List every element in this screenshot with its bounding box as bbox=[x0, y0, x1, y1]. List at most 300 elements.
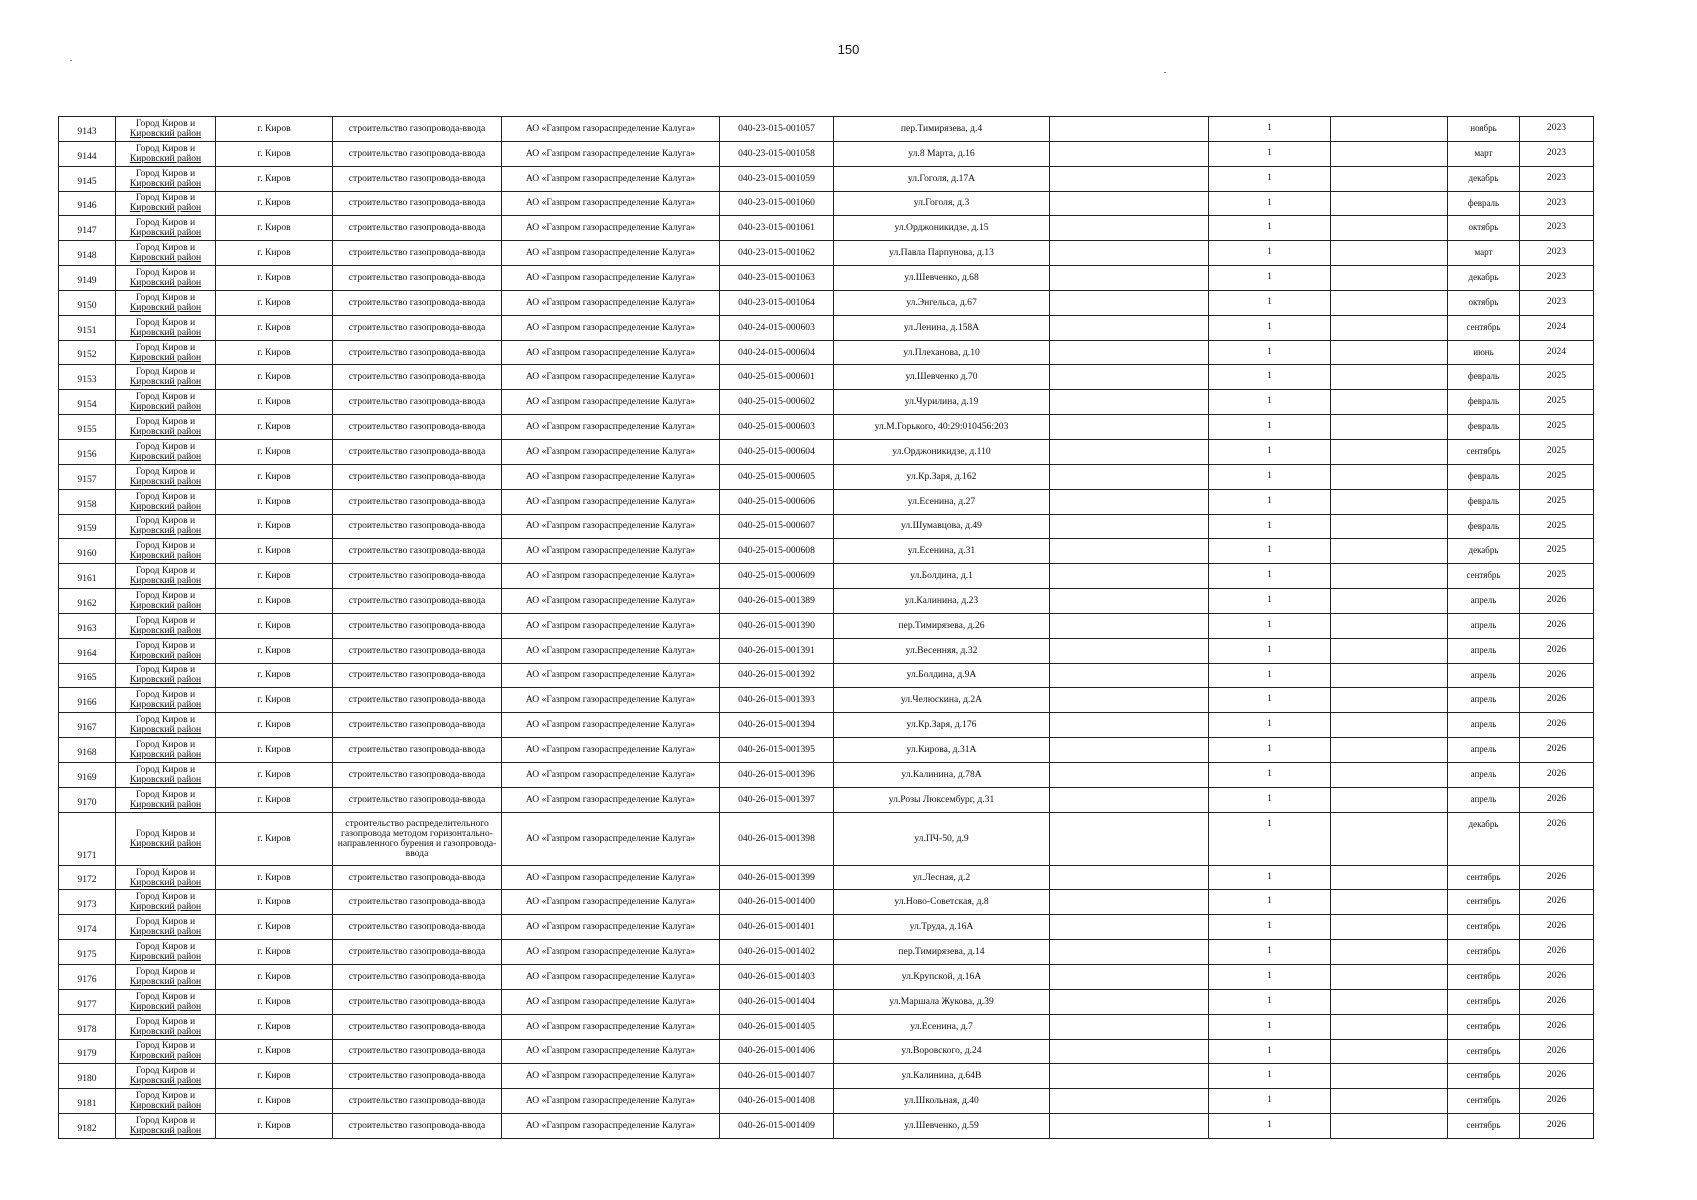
row-number-cell: 9163 bbox=[59, 613, 116, 638]
object-code-cell: 040-26-015-001390 bbox=[720, 613, 834, 638]
work-type-cell: строительство газопровода-ввода bbox=[333, 1014, 502, 1039]
row-number-cell: 9151 bbox=[59, 315, 116, 340]
empty-cell bbox=[1050, 340, 1209, 365]
settlement-cell: г. Киров bbox=[216, 1064, 333, 1089]
object-code-cell: 040-23-015-001060 bbox=[720, 191, 834, 216]
row-number-cell: 9158 bbox=[59, 489, 116, 514]
object-code-cell: 040-26-015-001404 bbox=[720, 989, 834, 1014]
municipality-line: Город Киров и bbox=[135, 167, 196, 179]
municipality-line: Город Киров и bbox=[135, 117, 196, 129]
municipality-line: Кировский район bbox=[129, 1075, 202, 1087]
quantity-cell: 1 bbox=[1209, 539, 1331, 564]
municipality-line: Кировский район bbox=[129, 674, 202, 686]
quantity-cell: 1 bbox=[1209, 787, 1331, 812]
row-number-cell: 9150 bbox=[59, 290, 116, 315]
municipality-line: Кировский район bbox=[129, 951, 202, 963]
settlement-cell: г. Киров bbox=[216, 539, 333, 564]
municipality-cell bbox=[116, 1039, 216, 1064]
row-number-cell: 9161 bbox=[59, 564, 116, 589]
object-code-cell: 040-23-015-001062 bbox=[720, 241, 834, 266]
organization-cell: АО «Газпром газораспределение Калуга» bbox=[502, 340, 720, 365]
address-cell: ул.Калинина, д.64В bbox=[834, 1064, 1050, 1089]
empty-cell bbox=[1331, 117, 1448, 142]
municipality-cell bbox=[116, 514, 216, 539]
year-cell: 2025 bbox=[1520, 415, 1594, 440]
row-number-cell: 9178 bbox=[59, 1014, 116, 1039]
empty-cell bbox=[1050, 365, 1209, 390]
object-code-cell: 040-25-015-000609 bbox=[720, 564, 834, 589]
quantity-cell: 1 bbox=[1209, 865, 1331, 890]
work-type-cell: строительство газопровода-ввода bbox=[333, 1064, 502, 1089]
empty-cell bbox=[1050, 915, 1209, 940]
empty-cell bbox=[1050, 812, 1209, 865]
empty-cell bbox=[1050, 613, 1209, 638]
municipality-line: Кировский район bbox=[129, 276, 202, 288]
municipality-line: Город Киров и bbox=[135, 142, 196, 154]
row-number-cell: 9154 bbox=[59, 390, 116, 415]
month-cell: сентябрь bbox=[1448, 1039, 1520, 1064]
work-type-cell: строительство газопровода-ввода bbox=[333, 539, 502, 564]
work-type-cell: строительство газопровода-ввода bbox=[333, 117, 502, 142]
organization-cell: АО «Газпром газораспределение Калуга» bbox=[502, 965, 720, 990]
quantity-cell: 1 bbox=[1209, 241, 1331, 266]
settlement-cell: г. Киров bbox=[216, 141, 333, 166]
empty-cell bbox=[1331, 1089, 1448, 1114]
object-code-cell: 040-26-015-001396 bbox=[720, 762, 834, 787]
work-type-cell: строительство газопровода-ввода bbox=[333, 514, 502, 539]
empty-cell bbox=[1050, 638, 1209, 663]
organization-cell: АО «Газпром газораспределение Калуга» bbox=[502, 564, 720, 589]
organization-cell: АО «Газпром газораспределение Калуга» bbox=[502, 638, 720, 663]
municipality-line: Город Киров и bbox=[135, 714, 196, 726]
municipality-line: Кировский район bbox=[129, 876, 202, 888]
year-cell: 2026 bbox=[1520, 663, 1594, 688]
organization-cell: АО «Газпром газораспределение Калуга» bbox=[502, 738, 720, 763]
row-number-cell: 9167 bbox=[59, 713, 116, 738]
empty-cell bbox=[1331, 989, 1448, 1014]
address-cell: ул.Ново-Советская, д.8 bbox=[834, 890, 1050, 915]
empty-cell bbox=[1050, 415, 1209, 440]
organization-cell: АО «Газпром газораспределение Калуга» bbox=[502, 762, 720, 787]
quantity-cell: 1 bbox=[1209, 439, 1331, 464]
month-cell: сентябрь bbox=[1448, 965, 1520, 990]
empty-cell bbox=[1050, 965, 1209, 990]
municipality-line: Кировский район bbox=[129, 301, 202, 313]
settlement-cell: г. Киров bbox=[216, 390, 333, 415]
empty-cell bbox=[1331, 940, 1448, 965]
quantity-cell: 1 bbox=[1209, 1014, 1331, 1039]
address-cell: ул.Кирова, д.31А bbox=[834, 738, 1050, 763]
empty-cell bbox=[1331, 915, 1448, 940]
municipality-line: Кировский район bbox=[129, 575, 202, 587]
quantity-cell: 1 bbox=[1209, 1039, 1331, 1064]
municipality-line: Кировский район bbox=[129, 252, 202, 264]
municipality-cell bbox=[116, 539, 216, 564]
municipality-cell bbox=[116, 1064, 216, 1089]
table-row bbox=[59, 191, 1639, 216]
municipality-line: Кировский район bbox=[129, 127, 202, 139]
organization-cell: АО «Газпром газораспределение Калуга» bbox=[502, 940, 720, 965]
quantity-cell: 1 bbox=[1209, 940, 1331, 965]
settlement-cell: г. Киров bbox=[216, 613, 333, 638]
address-cell: ул.Калинина, д.23 bbox=[834, 589, 1050, 614]
object-code-cell: 040-25-015-000604 bbox=[720, 439, 834, 464]
month-cell: сентябрь bbox=[1448, 315, 1520, 340]
row-number-cell: 9153 bbox=[59, 365, 116, 390]
municipality-line: Кировский район bbox=[129, 351, 202, 363]
work-type-cell: строительство газопровода-ввода bbox=[333, 787, 502, 812]
organization-cell: АО «Газпром газораспределение Калуга» bbox=[502, 514, 720, 539]
municipality-line: Город Киров и bbox=[135, 291, 196, 303]
row-number-cell: 9155 bbox=[59, 415, 116, 440]
address-cell: ул.Гоголя, д.17А bbox=[834, 166, 1050, 191]
municipality-cell bbox=[116, 290, 216, 315]
settlement-cell: г. Киров bbox=[216, 191, 333, 216]
municipality-line: Кировский район bbox=[129, 1100, 202, 1112]
work-type-cell: строительство газопровода-ввода bbox=[333, 589, 502, 614]
table-row bbox=[59, 290, 1639, 315]
month-cell: апрель bbox=[1448, 638, 1520, 663]
empty-cell bbox=[1050, 589, 1209, 614]
municipality-cell bbox=[116, 688, 216, 713]
address-cell: ул.Чурилина, д.19 bbox=[834, 390, 1050, 415]
quantity-cell: 1 bbox=[1209, 713, 1331, 738]
municipality-line: Город Киров и bbox=[135, 565, 196, 577]
organization-cell: АО «Газпром газораспределение Калуга» bbox=[502, 390, 720, 415]
settlement-cell: г. Киров bbox=[216, 638, 333, 663]
work-type-cell: строительство газопровода-ввода bbox=[333, 564, 502, 589]
month-cell: апрель bbox=[1448, 688, 1520, 713]
municipality-line: Кировский район bbox=[129, 1025, 202, 1037]
object-code-cell: 040-24-015-000603 bbox=[720, 315, 834, 340]
address-cell: ул.Крупской, д.16А bbox=[834, 965, 1050, 990]
row-number-cell: 9165 bbox=[59, 663, 116, 688]
table-row bbox=[59, 762, 1639, 787]
municipality-line: Город Киров и bbox=[135, 941, 196, 953]
quantity-cell: 1 bbox=[1209, 415, 1331, 440]
address-cell: ул.Маршала Жукова, д.39 bbox=[834, 989, 1050, 1014]
object-code-cell: 040-23-015-001063 bbox=[720, 266, 834, 291]
municipality-cell bbox=[116, 241, 216, 266]
organization-cell: АО «Газпром газораспределение Калуга» bbox=[502, 266, 720, 291]
month-cell: апрель bbox=[1448, 663, 1520, 688]
municipality-line: Кировский район bbox=[129, 550, 202, 562]
empty-cell bbox=[1331, 191, 1448, 216]
municipality-line: Кировский район bbox=[129, 525, 202, 537]
work-type-cell: строительство газопровода-ввода bbox=[333, 1114, 502, 1139]
object-code-cell: 040-26-015-001392 bbox=[720, 663, 834, 688]
municipality-line: Город Киров и bbox=[135, 242, 196, 254]
object-code-cell: 040-25-015-000603 bbox=[720, 415, 834, 440]
municipality-line: Город Киров и bbox=[135, 192, 196, 204]
municipality-cell bbox=[116, 1114, 216, 1139]
year-cell: 2025 bbox=[1520, 564, 1594, 589]
empty-cell bbox=[1331, 865, 1448, 890]
row-number-cell: 9172 bbox=[59, 865, 116, 890]
quantity-cell: 1 bbox=[1209, 365, 1331, 390]
municipality-cell bbox=[116, 787, 216, 812]
registry-table bbox=[58, 116, 1639, 1139]
object-code-cell: 040-23-015-001064 bbox=[720, 290, 834, 315]
quantity-cell: 1 bbox=[1209, 638, 1331, 663]
work-type-cell: строительство газопровода-ввода bbox=[333, 290, 502, 315]
object-code-cell: 040-26-015-001403 bbox=[720, 965, 834, 990]
settlement-cell: г. Киров bbox=[216, 865, 333, 890]
municipality-line: Город Киров и bbox=[135, 866, 196, 878]
settlement-cell: г. Киров bbox=[216, 564, 333, 589]
settlement-cell: г. Киров bbox=[216, 514, 333, 539]
municipality-line: Кировский район bbox=[129, 1124, 202, 1136]
municipality-cell bbox=[116, 865, 216, 890]
row-number-cell: 9182 bbox=[59, 1114, 116, 1139]
year-cell: 2026 bbox=[1520, 638, 1594, 663]
empty-cell bbox=[1050, 216, 1209, 241]
year-cell: 2023 bbox=[1520, 166, 1594, 191]
municipality-line: Город Киров и bbox=[135, 664, 196, 676]
work-type-cell: строительство газопровода-ввода bbox=[333, 638, 502, 663]
object-code-cell: 040-26-015-001401 bbox=[720, 915, 834, 940]
empty-cell bbox=[1050, 564, 1209, 589]
work-type-cell: строительство газопровода-ввода bbox=[333, 340, 502, 365]
work-type-cell: строительство газопровода-ввода bbox=[333, 1089, 502, 1114]
empty-cell bbox=[1050, 1114, 1209, 1139]
month-cell: октябрь bbox=[1448, 216, 1520, 241]
table-row bbox=[59, 439, 1639, 464]
municipality-cell bbox=[116, 166, 216, 191]
month-cell: апрель bbox=[1448, 589, 1520, 614]
quantity-cell: 1 bbox=[1209, 266, 1331, 291]
month-cell: февраль bbox=[1448, 489, 1520, 514]
year-cell: 2026 bbox=[1520, 613, 1594, 638]
month-cell: март bbox=[1448, 141, 1520, 166]
empty-cell bbox=[1331, 415, 1448, 440]
year-cell: 2023 bbox=[1520, 216, 1594, 241]
row-number-cell: 9160 bbox=[59, 539, 116, 564]
empty-cell bbox=[1050, 713, 1209, 738]
work-type-cell: строительство газопровода-ввода bbox=[333, 713, 502, 738]
row-number-cell: 9174 bbox=[59, 915, 116, 940]
page-number: 150 bbox=[837, 42, 860, 57]
municipality-cell bbox=[116, 613, 216, 638]
work-type-cell: строительство газопровода-ввода bbox=[333, 141, 502, 166]
municipality-line: Кировский район bbox=[129, 426, 202, 438]
quantity-cell: 1 bbox=[1209, 390, 1331, 415]
empty-cell bbox=[1331, 965, 1448, 990]
month-cell: декабрь bbox=[1448, 812, 1520, 865]
year-cell: 2026 bbox=[1520, 812, 1594, 865]
municipality-line: Кировский район bbox=[129, 376, 202, 388]
address-cell: ул.Гоголя, д.3 bbox=[834, 191, 1050, 216]
municipality-line: Город Киров и bbox=[135, 416, 196, 428]
empty-cell bbox=[1331, 315, 1448, 340]
year-cell: 2026 bbox=[1520, 989, 1594, 1014]
work-type-cell: строительство газопровода-ввода bbox=[333, 315, 502, 340]
municipality-cell bbox=[116, 365, 216, 390]
quantity-cell: 1 bbox=[1209, 762, 1331, 787]
municipality-line: Город Киров и bbox=[135, 440, 196, 452]
settlement-cell: г. Киров bbox=[216, 117, 333, 142]
address-cell: ул.Шевченко, д.59 bbox=[834, 1114, 1050, 1139]
year-cell: 2025 bbox=[1520, 464, 1594, 489]
empty-cell bbox=[1331, 762, 1448, 787]
row-number-cell: 9145 bbox=[59, 166, 116, 191]
quantity-cell: 1 bbox=[1209, 890, 1331, 915]
address-cell: ул.Шевченко д.70 bbox=[834, 365, 1050, 390]
empty-cell bbox=[1331, 589, 1448, 614]
empty-cell bbox=[1050, 1089, 1209, 1114]
month-cell: ноябрь bbox=[1448, 117, 1520, 142]
year-cell: 2026 bbox=[1520, 762, 1594, 787]
address-cell: ул.Павла Парпунова, д.13 bbox=[834, 241, 1050, 266]
object-code-cell: 040-25-015-000607 bbox=[720, 514, 834, 539]
empty-cell bbox=[1050, 241, 1209, 266]
address-cell: ул.Весенняя, д.32 bbox=[834, 638, 1050, 663]
quantity-cell: 1 bbox=[1209, 688, 1331, 713]
year-cell: 2026 bbox=[1520, 589, 1594, 614]
month-cell: февраль bbox=[1448, 191, 1520, 216]
municipality-line: Кировский район bbox=[129, 450, 202, 462]
address-cell: ул.Энгельса, д.67 bbox=[834, 290, 1050, 315]
row-number-cell: 9147 bbox=[59, 216, 116, 241]
organization-cell: АО «Газпром газораспределение Калуга» bbox=[502, 663, 720, 688]
object-code-cell: 040-26-015-001408 bbox=[720, 1089, 834, 1114]
empty-cell bbox=[1331, 241, 1448, 266]
address-cell: ул.ПЧ-50, д.9 bbox=[834, 812, 1050, 865]
month-cell: декабрь bbox=[1448, 166, 1520, 191]
year-cell: 2023 bbox=[1520, 117, 1594, 142]
settlement-cell: г. Киров bbox=[216, 589, 333, 614]
year-cell: 2026 bbox=[1520, 1114, 1594, 1139]
object-code-cell: 040-25-015-000605 bbox=[720, 464, 834, 489]
organization-cell: АО «Газпром газораспределение Калуга» bbox=[502, 489, 720, 514]
municipality-line: Город Киров и bbox=[135, 965, 196, 977]
municipality-line: Кировский район bbox=[129, 202, 202, 214]
empty-cell bbox=[1331, 663, 1448, 688]
municipality-cell bbox=[116, 940, 216, 965]
municipality-line: Город Киров и bbox=[135, 1040, 196, 1052]
settlement-cell: г. Киров bbox=[216, 787, 333, 812]
address-cell: ул.Кр.Заря, д.176 bbox=[834, 713, 1050, 738]
year-cell: 2026 bbox=[1520, 1014, 1594, 1039]
municipality-line: Кировский район bbox=[129, 926, 202, 938]
municipality-cell bbox=[116, 390, 216, 415]
work-type-cell: строительство газопровода-ввода bbox=[333, 915, 502, 940]
empty-cell bbox=[1050, 1064, 1209, 1089]
table-row bbox=[59, 940, 1639, 965]
month-cell: сентябрь bbox=[1448, 564, 1520, 589]
organization-cell: АО «Газпром газораспределение Калуга» bbox=[502, 141, 720, 166]
empty-cell bbox=[1050, 738, 1209, 763]
organization-cell: АО «Газпром газораспределение Калуга» bbox=[502, 464, 720, 489]
row-number-cell: 9180 bbox=[59, 1064, 116, 1089]
quantity-cell: 1 bbox=[1209, 1114, 1331, 1139]
work-type-cell: строительство газопровода-ввода bbox=[333, 965, 502, 990]
row-number-cell: 9157 bbox=[59, 464, 116, 489]
month-cell: сентябрь bbox=[1448, 915, 1520, 940]
municipality-line: Город Киров и bbox=[135, 1015, 196, 1027]
municipality-line: Город Киров и bbox=[135, 540, 196, 552]
object-code-cell: 040-24-015-000604 bbox=[720, 340, 834, 365]
address-cell: ул.Лесная, д.2 bbox=[834, 865, 1050, 890]
municipality-line: Кировский район bbox=[129, 177, 202, 189]
work-type-cell: строительство газопровода-ввода bbox=[333, 663, 502, 688]
municipality-line: Город Киров и bbox=[135, 689, 196, 701]
empty-cell bbox=[1050, 315, 1209, 340]
month-cell: декабрь bbox=[1448, 266, 1520, 291]
object-code-cell: 040-26-015-001406 bbox=[720, 1039, 834, 1064]
row-number-cell: 9176 bbox=[59, 965, 116, 990]
object-code-cell: 040-25-015-000602 bbox=[720, 390, 834, 415]
object-code-cell: 040-26-015-001394 bbox=[720, 713, 834, 738]
month-cell: февраль bbox=[1448, 365, 1520, 390]
empty-cell bbox=[1331, 365, 1448, 390]
empty-cell bbox=[1331, 1039, 1448, 1064]
address-cell: ул.Челюскина, д.2А bbox=[834, 688, 1050, 713]
table-row bbox=[59, 315, 1639, 340]
month-cell: апрель bbox=[1448, 762, 1520, 787]
month-cell: июнь bbox=[1448, 340, 1520, 365]
empty-cell bbox=[1050, 940, 1209, 965]
object-code-cell: 040-23-015-001057 bbox=[720, 117, 834, 142]
row-number-cell: 9173 bbox=[59, 890, 116, 915]
empty-cell bbox=[1050, 464, 1209, 489]
month-cell: февраль bbox=[1448, 514, 1520, 539]
address-cell: ул.Труда, д.16А bbox=[834, 915, 1050, 940]
quantity-cell: 1 bbox=[1209, 514, 1331, 539]
table-row bbox=[59, 713, 1639, 738]
settlement-cell: г. Киров bbox=[216, 415, 333, 440]
address-cell: ул.Есенина, д.7 bbox=[834, 1014, 1050, 1039]
municipality-line: Кировский район bbox=[129, 901, 202, 913]
municipality-line: Город Киров и bbox=[135, 465, 196, 477]
organization-cell: АО «Газпром газораспределение Калуга» bbox=[502, 216, 720, 241]
object-code-cell: 040-26-015-001389 bbox=[720, 589, 834, 614]
settlement-cell: г. Киров bbox=[216, 489, 333, 514]
quantity-cell: 1 bbox=[1209, 589, 1331, 614]
municipality-line: Кировский район bbox=[129, 500, 202, 512]
municipality-line: Город Киров и bbox=[135, 391, 196, 403]
quantity-cell: 1 bbox=[1209, 613, 1331, 638]
object-code-cell: 040-25-015-000606 bbox=[720, 489, 834, 514]
organization-cell: АО «Газпром газораспределение Калуга» bbox=[502, 915, 720, 940]
month-cell: сентябрь bbox=[1448, 1089, 1520, 1114]
address-cell: ул.Болдина, д.9А bbox=[834, 663, 1050, 688]
municipality-cell bbox=[116, 589, 216, 614]
municipality-line: Кировский район bbox=[129, 475, 202, 487]
settlement-cell: г. Киров bbox=[216, 439, 333, 464]
month-cell: февраль bbox=[1448, 390, 1520, 415]
object-code-cell: 040-25-015-000608 bbox=[720, 539, 834, 564]
empty-cell bbox=[1331, 564, 1448, 589]
municipality-line: Кировский район bbox=[129, 749, 202, 761]
municipality-line: Кировский район bbox=[129, 724, 202, 736]
municipality-line: Кировский район bbox=[129, 152, 202, 164]
organization-cell: АО «Газпром газораспределение Калуга» bbox=[502, 1089, 720, 1114]
month-cell: октябрь bbox=[1448, 290, 1520, 315]
year-cell: 2026 bbox=[1520, 940, 1594, 965]
month-cell: сентябрь bbox=[1448, 940, 1520, 965]
year-cell: 2026 bbox=[1520, 890, 1594, 915]
quantity-cell: 1 bbox=[1209, 191, 1331, 216]
municipality-line: Кировский район bbox=[129, 1000, 202, 1012]
address-cell: пер.Тимирязева, д.26 bbox=[834, 613, 1050, 638]
empty-cell bbox=[1050, 1014, 1209, 1039]
empty-cell bbox=[1331, 638, 1448, 663]
quantity-cell: 1 bbox=[1209, 1089, 1331, 1114]
object-code-cell: 040-26-015-001407 bbox=[720, 1064, 834, 1089]
empty-cell bbox=[1331, 539, 1448, 564]
settlement-cell: г. Киров bbox=[216, 989, 333, 1014]
